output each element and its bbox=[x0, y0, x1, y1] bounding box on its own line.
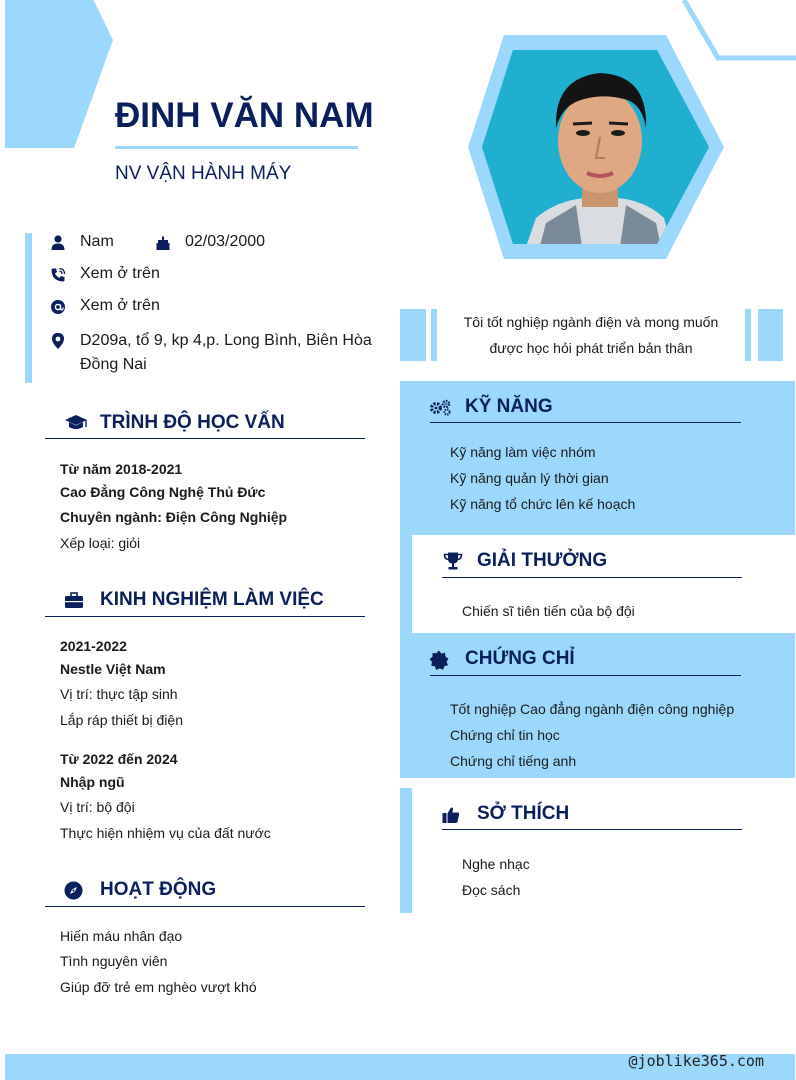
objective-left-block bbox=[400, 309, 426, 361]
objective-line-1: Tôi tốt nghiệp ngành điện và mong muốn bbox=[463, 314, 719, 330]
education-grade: Xếp loại: giỏi bbox=[60, 535, 141, 551]
footer-website: @joblike365.com bbox=[628, 1052, 764, 1070]
graduation-cap-icon bbox=[64, 412, 88, 439]
gears-icon bbox=[429, 398, 453, 421]
awards-accent-bar bbox=[400, 535, 412, 633]
gender-value: Nam bbox=[80, 233, 114, 250]
job-1-company: Nestle Việt Nam bbox=[60, 661, 166, 677]
phone-row bbox=[48, 265, 160, 285]
thumbs-up-icon bbox=[442, 806, 460, 829]
address-line-2: Đồng Nai bbox=[80, 356, 147, 373]
contact-accent-bar bbox=[25, 233, 32, 383]
certificates-title: CHỨNG CHỈ bbox=[465, 648, 575, 669]
job-2-period: Từ 2022 đến 2024 bbox=[60, 751, 178, 767]
phone-value: Xem ở trên bbox=[80, 265, 160, 282]
objective-right-stripe bbox=[745, 309, 751, 361]
objective-line-2: được học hỏi phát triển bản thân bbox=[489, 340, 693, 356]
skill-item: Kỹ năng quản lý thời gian bbox=[450, 470, 609, 486]
address-line-1: D209a, tổ 9, kp 4,p. Long Bình, Biên Hòa bbox=[80, 332, 372, 349]
job-2-company: Nhập ngũ bbox=[60, 774, 125, 790]
at-sign-icon bbox=[48, 297, 68, 317]
hobby-item: Nghe nhạc bbox=[462, 856, 530, 872]
activities-divider bbox=[45, 906, 365, 907]
hobbies-divider bbox=[442, 829, 742, 830]
certificate-item: Chứng chỉ tin học bbox=[450, 727, 560, 743]
certificate-badge-icon bbox=[429, 650, 449, 675]
certificates-divider bbox=[430, 675, 741, 676]
awards-title: GIẢI THƯỞNG bbox=[477, 550, 608, 571]
activities-title: HOẠT ĐỘNG bbox=[100, 879, 217, 900]
certificate-item: Chứng chỉ tiếng anh bbox=[450, 753, 577, 769]
job-2-position: Vị trí: bộ đội bbox=[60, 799, 135, 815]
activity-item: Tình nguyên viên bbox=[60, 953, 168, 969]
awards-divider bbox=[442, 577, 742, 578]
job-1-period: 2021-2022 bbox=[60, 638, 127, 654]
candidate-name: ĐINH VĂN NAM bbox=[115, 96, 374, 135]
address-row bbox=[48, 329, 372, 377]
objective-left-stripe bbox=[431, 309, 437, 361]
birthday-row bbox=[153, 233, 265, 253]
email-value: Xem ở trên bbox=[80, 297, 160, 314]
name-underline bbox=[115, 146, 358, 149]
decorative-hexagon-top-left bbox=[5, 0, 113, 148]
skill-item: Kỹ năng làm việc nhóm bbox=[450, 444, 596, 460]
briefcase-icon bbox=[64, 591, 84, 614]
skills-title: KỸ NĂNG bbox=[465, 396, 553, 417]
award-item: Chiến sĩ tiên tiến của bộ đội bbox=[462, 603, 635, 619]
compass-icon bbox=[64, 881, 83, 905]
job-1-position: Vị trí: thực tập sinh bbox=[60, 686, 178, 702]
gender-row bbox=[48, 233, 114, 253]
person-icon bbox=[48, 233, 68, 253]
email-row bbox=[48, 297, 160, 317]
profile-photo bbox=[466, 33, 726, 261]
education-divider bbox=[45, 438, 365, 439]
education-major: Chuyên ngành: Điện Công Nghiệp bbox=[60, 509, 288, 525]
certificate-item: Tốt nghiệp Cao đẳng ngành điện công nghiệp bbox=[450, 701, 735, 717]
map-pin-icon bbox=[48, 331, 68, 351]
hobbies-title: SỞ THÍCH bbox=[477, 803, 570, 824]
skills-divider bbox=[430, 422, 741, 423]
education-school: Cao Đẳng Công Nghệ Thủ Đức bbox=[60, 484, 266, 500]
phone-icon bbox=[48, 265, 68, 285]
birthday-cake-icon bbox=[153, 233, 173, 253]
hobby-item: Đọc sách bbox=[462, 882, 521, 898]
education-title: TRÌNH ĐỘ HỌC VẤN bbox=[100, 412, 285, 433]
job-1-detail: Lắp ráp thiết bị điện bbox=[60, 712, 183, 728]
activity-item: Hiến máu nhân đạo bbox=[60, 928, 183, 944]
trophy-icon bbox=[443, 551, 463, 576]
job-2-detail: Thực hiện nhiệm vụ của đất nước bbox=[60, 825, 271, 841]
hobbies-accent-bar bbox=[400, 788, 412, 913]
experience-title: KINH NGHIỆM LÀM VIỆC bbox=[100, 589, 324, 610]
birthday-value: 02/03/2000 bbox=[185, 233, 266, 250]
skill-item: Kỹ năng tổ chức lên kế hoạch bbox=[450, 496, 636, 512]
activity-item: Giúp đỡ trẻ em nghèo vượt khó bbox=[60, 979, 257, 995]
experience-divider bbox=[45, 616, 365, 617]
objective-right-block bbox=[758, 309, 783, 361]
education-period: Từ năm 2018-2021 bbox=[60, 461, 183, 477]
job-title: NV VẬN HÀNH MÁY bbox=[115, 163, 292, 184]
